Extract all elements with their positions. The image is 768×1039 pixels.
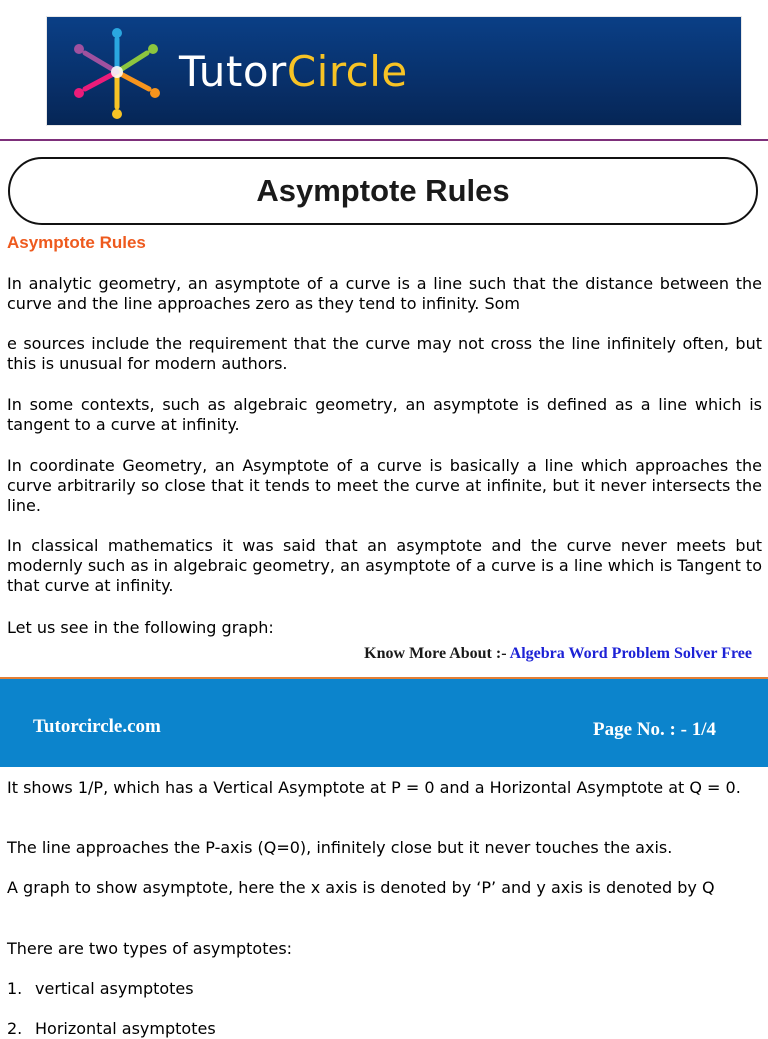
- paragraph-text: It shows 1/P, which has a Vertical Asymptote at P = 0 and a Horizontal Asymptote at Q = 0.: [7, 778, 741, 797]
- header-banner: [46, 16, 742, 126]
- list-item-text: Horizontal asymptotes: [35, 1019, 216, 1038]
- know-more-link[interactable]: Algebra Word Problem Solver Free: [509, 645, 752, 662]
- know-more-line: [364, 645, 752, 663]
- paragraph: [7, 536, 762, 596]
- paragraph: [7, 334, 762, 374]
- paragraph: [7, 838, 762, 858]
- paragraph: [7, 395, 762, 435]
- paragraph: [7, 618, 762, 638]
- paragraph-text: In some contexts, such as algebraic geometry, an asymptote is defined as a line which is tangent to a curve at infinity.: [7, 395, 762, 434]
- page-footer: [0, 679, 768, 767]
- page-title: Asymptote Rules: [256, 173, 510, 208]
- paragraph: [7, 939, 762, 959]
- list-item: [7, 979, 762, 999]
- logo-wordmark: [179, 47, 408, 96]
- list-item-text: vertical asymptotes: [35, 979, 194, 998]
- paragraph-text: In classical mathematics it was said that an asymptote and the curve never meets but modernly such as in algebraic geometry, an asymptote of a curve is a line which is Tangent to that curve at infinity.: [7, 536, 762, 595]
- paragraph-text: The line approaches the P-axis (Q=0), infinitely close but it never touches the axis.: [7, 838, 673, 857]
- paragraph-text: e sources include the requirement that the curve may not cross the line infinitely often, but this is unusual for modern authors.: [7, 334, 762, 373]
- people-circle-icon: [69, 25, 165, 119]
- paragraph-text: In analytic geometry, an asymptote of a curve is a line such that the distance between the curve and the line approaches zero as they tend to infinity. Som: [7, 274, 762, 313]
- logo-word-circle: Circle: [286, 47, 408, 96]
- paragraph: [7, 878, 762, 898]
- logo-word-tutor: Tutor: [179, 47, 287, 96]
- paragraph-text: In coordinate Geometry, an Asymptote of a curve is basically a line which approaches the curve arbitrarily so close that it tends to meet the curve at infinite, but it never intersects the line.: [7, 456, 762, 515]
- paragraph-text: Let us see in the following graph:: [7, 618, 274, 637]
- header-divider: [0, 139, 768, 141]
- list-number: 2.: [7, 1019, 23, 1038]
- section-subheading: Asymptote Rules: [7, 233, 146, 252]
- paragraph: [7, 456, 762, 516]
- paragraph: [7, 274, 762, 314]
- list-number: 1.: [7, 979, 23, 998]
- paragraph-text: There are two types of asymptotes:: [7, 939, 293, 958]
- page-number: Page No. : - 1/4: [593, 719, 716, 740]
- paragraph: [7, 778, 762, 798]
- title-box: [8, 157, 758, 225]
- know-more-label: Know More About :-: [364, 645, 510, 662]
- footer-site: Tutorcircle.com: [33, 716, 161, 737]
- paragraph-text: A graph to show asymptote, here the x axis is denoted by ‘P’ and y axis is denoted by Q: [7, 878, 715, 897]
- list-item: [7, 1019, 762, 1039]
